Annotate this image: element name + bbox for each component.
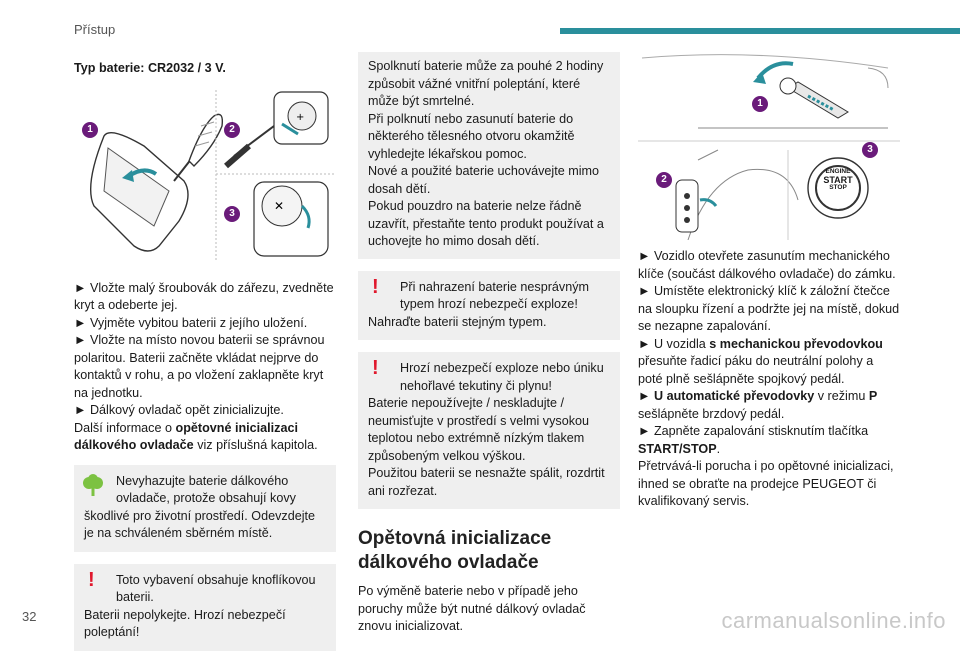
- door-key-svg: [638, 48, 900, 136]
- swallow-text-1: Spolknutí baterie může za pouhé 2 hodiny způsobit vážné vnitřní poleptání, které může být smrtelné.: [368, 59, 604, 108]
- button-text-stop: STOP: [829, 184, 847, 191]
- warning-exclamation-icon: !: [88, 568, 95, 591]
- engine-start-stop-button: [818, 168, 858, 192]
- battery-replacement-illustration: [74, 86, 336, 266]
- step-start-ignition: ► Zapněte zapalování stisknutím tlačítka START/STOP.: [638, 424, 869, 456]
- eco-note-lead: Nevyhazujte baterie dálkového ovladače, protože obsahují kovy: [116, 473, 296, 505]
- figure-number-1: 1: [82, 122, 98, 138]
- tree-icon: [82, 474, 104, 498]
- figure-number-1: 1: [752, 96, 768, 112]
- reinit-steps: [638, 248, 900, 511]
- column-middle: [358, 52, 620, 636]
- figure-number-3: 3: [224, 206, 240, 222]
- swallow-text-4: Pokud pouzdro na baterie nelze řádně uzavřít, přestaňte tento produkt používat a uchovejte ho mimo dosah dětí.: [368, 199, 604, 248]
- warning-box-wrong-type: [358, 271, 620, 341]
- step-place-key: ► Umístěte elektronický klíč k záložní čtečce na sloupku řízení a podržte jej na místě, dokud se nezapne zapalování.: [638, 284, 900, 333]
- page-number: 32: [22, 609, 37, 624]
- swallow-text-2: Při polknutí nebo zasunutí baterie do některého tělesného otvoru okamžitě vyhledejte lékařskou pomoc.: [368, 111, 575, 161]
- header-accent-bar: [560, 28, 960, 34]
- section-body-reinit: Po výměně baterie nebo v případě jeho poruchy může být nutné dálkový ovladač znovu inicializovat.: [358, 584, 586, 633]
- warning1-lead: Toto vybavení obsahuje knoflíkovou baterii.: [116, 572, 316, 604]
- battery-illustration-svg: [74, 86, 336, 266]
- ignition-svg: [638, 140, 900, 240]
- button-text-start: START: [823, 175, 853, 185]
- warning-exclamation-icon: !: [372, 357, 379, 379]
- warning3-lead: Hrozí nebezpečí exploze nebo úniku nehořlavé tekutiny či plynu!: [400, 361, 604, 393]
- step-open-vehicle: ► Vozidlo otevřete zasunutím mechanického klíče (součást dálkového ovladače) do zámku.: [638, 249, 896, 281]
- figure-number-2: 2: [224, 122, 240, 138]
- final-note: Přetrvává-li porucha i po opětovné inicializaci, ihned se obraťte na prodejce PEUGEOT či kvalifikovaný servis.: [638, 459, 894, 508]
- step-insert-battery: ► Vložte na místo novou baterii se správnou polaritou. Baterii začněte vkládat nejprve do kontaktů v rohu, a po vložení zaklapněte kryt na jednotku.: [74, 333, 325, 400]
- swallow-warning-box: [358, 52, 620, 259]
- watermark: carmanualsonline.info: [721, 608, 946, 633]
- warning2-lead: Při nahrazení baterie nesprávným typem hrozí nebezpečí exploze!: [400, 279, 590, 311]
- column-left: [74, 58, 336, 651]
- step-insert-screwdriver: ► Vložte malý šroubovák do zářezu, zvedněte kryt a odeberte jej.: [74, 280, 334, 312]
- step-manual-gearbox: ► U vozidla s mechanickou převodovkou přesuňte řadicí páku do neutrální polohy a poté plně sešlápněte spojkový pedál.: [638, 336, 883, 386]
- eco-note-box: [74, 465, 336, 552]
- warning1-rest: Baterii nepolykejte. Hrozí nebezpečí poleptání!: [84, 607, 286, 639]
- step-reinitialize: ► Dálkový ovladač opět zinicializujte.: [74, 403, 284, 417]
- warning3-rest: Baterie nepoužívejte / neskladujte / neumisťujte v prostředí s velmi vysokou teplotou nebo extrémně nízkým tlakem způsobeným velkou výškou. Použitou baterii se nesnažte spálit, rozdrtit ani rozřezat.: [368, 396, 605, 498]
- column-right: [638, 48, 900, 511]
- section-title-reinit: Opětovná inicializace dálkového ovladače: [358, 528, 552, 573]
- battery-type: Typ baterie: CR2032 / 3 V.: [74, 61, 226, 75]
- figure-number-3: 3: [862, 142, 878, 158]
- ignition-illustration: [638, 140, 900, 240]
- warning-exclamation-icon: !: [372, 275, 379, 298]
- swallow-text-3: Nové a použité baterie uchovávejte mimo dosah dětí.: [368, 164, 600, 196]
- door-key-illustration: [638, 48, 900, 136]
- battery-steps: [74, 280, 336, 455]
- svg-text:+: +: [296, 111, 305, 123]
- warning-box-button-battery: [74, 564, 336, 651]
- warning2-rest: Nahraďte baterii stejným typem.: [368, 314, 547, 329]
- svg-text:✕: ✕: [274, 198, 285, 213]
- step-remove-battery: ► Vyjměte vybitou baterii z jejího uložení.: [74, 315, 308, 330]
- figure-number-2: 2: [656, 172, 672, 188]
- eco-note-rest: škodlivé pro životní prostředí. Odevzdejte je na schváleném sběrném místě.: [84, 508, 315, 540]
- button-text-engine: ENGINE: [825, 168, 851, 175]
- info-paragraph: Další informace o opětovné inicializaci dálkového ovladače viz příslušná kapitola.: [74, 420, 318, 452]
- header-section-title: Přístup: [74, 22, 116, 37]
- step-automatic-gearbox: ► U automatické převodovky v režimu P sešlápněte brzdový pedál.: [638, 389, 878, 421]
- warning-box-explosion: [358, 352, 620, 509]
